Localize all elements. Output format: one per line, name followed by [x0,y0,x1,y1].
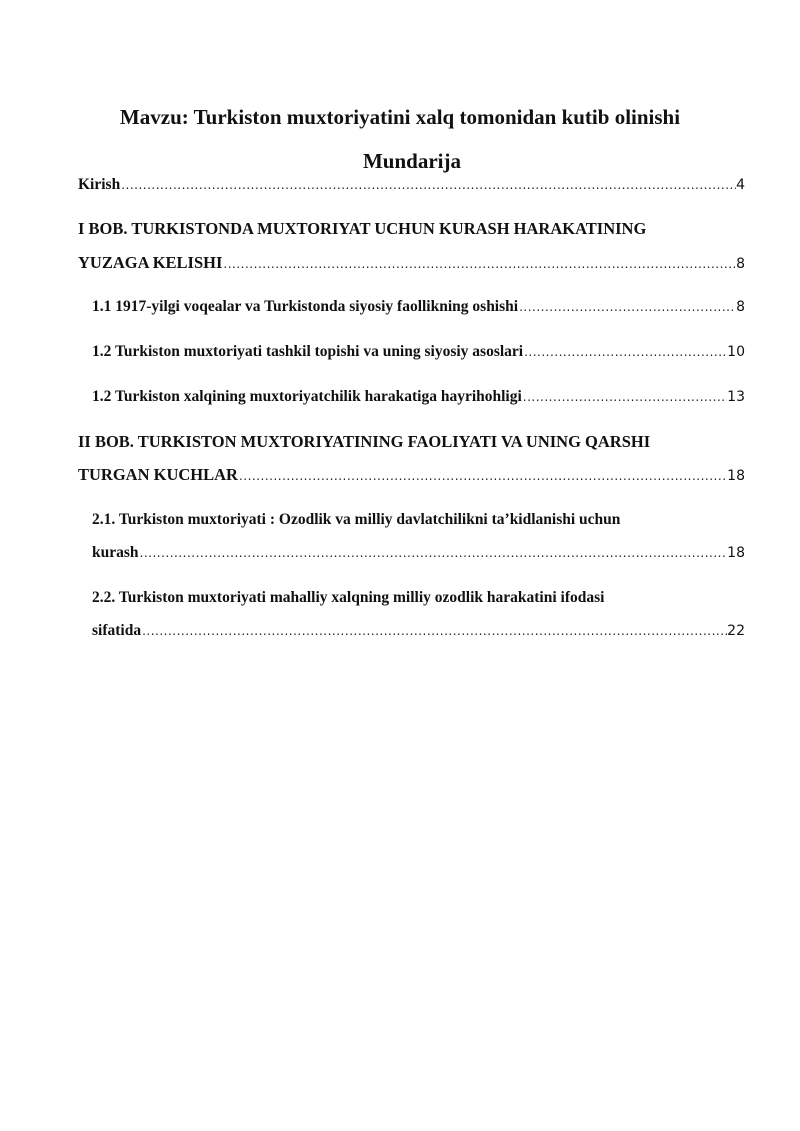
toc-entry-chapter-2[interactable] [78,465,745,486]
toc-entry-label: 1.2 Turkiston xalqining muxtoriyatchilik harakatiga hayrihohligi [92,388,522,405]
document-title: Mavzu: Turkiston muxtoriyatini xalq tomonidan kutib olinishi [119,105,681,129]
toc-entry-label: Kirish [78,176,121,193]
toc-leader-dots [238,466,727,486]
toc-page-number: 4 [736,177,745,193]
toc-entry-chapter-1[interactable] [78,253,745,274]
toc-entry-1-2b[interactable] [92,387,745,407]
toc-leader-dots [141,621,727,641]
toc-entry-2-1-title[interactable]: 2.1. Turkiston muxtoriyati : Ozodlik va milliy davlatchilikni ta’kidlanishi uchun [92,511,621,528]
toc-entry-1-2a[interactable] [92,342,745,362]
toc-leader-dots [120,175,736,195]
toc-page-number: 8 [736,256,745,272]
toc-entry-2-2-title[interactable]: 2.2. Turkiston muxtoriyati mahalliy xalqning milliy ozodlik harakatini ifodasi [92,589,605,606]
toc-leader-dots [523,342,727,362]
toc-entry-label: YUZAGA KELISHI [78,253,223,272]
toc-chapter-1-title[interactable]: I BOB. TURKISTONDA MUXTORIYAT UCHUN KURASH HARAKATINING [78,219,647,238]
toc-entry-label: 1.1 1917-yilgi voqealar va Turkistonda siyosiy faollikning oshishi [92,298,519,315]
toc-entry-label: kurash [92,544,139,561]
toc-entry-label: sifatida [92,622,142,639]
toc-heading: Mundarija [362,149,461,173]
toc-page-number: 18 [727,468,745,484]
toc-entry-2-2[interactable] [92,621,745,641]
toc-leader-dots [522,387,727,407]
toc-page-number: 8 [736,299,745,315]
toc-leader-dots [518,297,736,317]
toc-chapter-2-title[interactable]: II BOB. TURKISTON MUXTORIYATINING FAOLIYATI VA UNING QARSHI [78,432,651,451]
toc-entry-2-1[interactable] [92,543,745,563]
toc-leader-dots [222,254,736,274]
toc-page-number: 18 [727,545,745,561]
toc-entry-label: 1.2 Turkiston muxtoriyati tashkil topishi va uning siyosiy asoslari [92,343,524,360]
toc-page-number: 13 [727,389,745,405]
toc-entry-1-1[interactable] [92,297,745,317]
toc-entry-kirish[interactable] [78,175,745,195]
toc-leader-dots [139,543,728,563]
toc-entry-label: TURGAN KUCHLAR [78,465,238,484]
toc-page-number: 22 [727,623,745,639]
toc-page-number: 10 [727,344,745,360]
